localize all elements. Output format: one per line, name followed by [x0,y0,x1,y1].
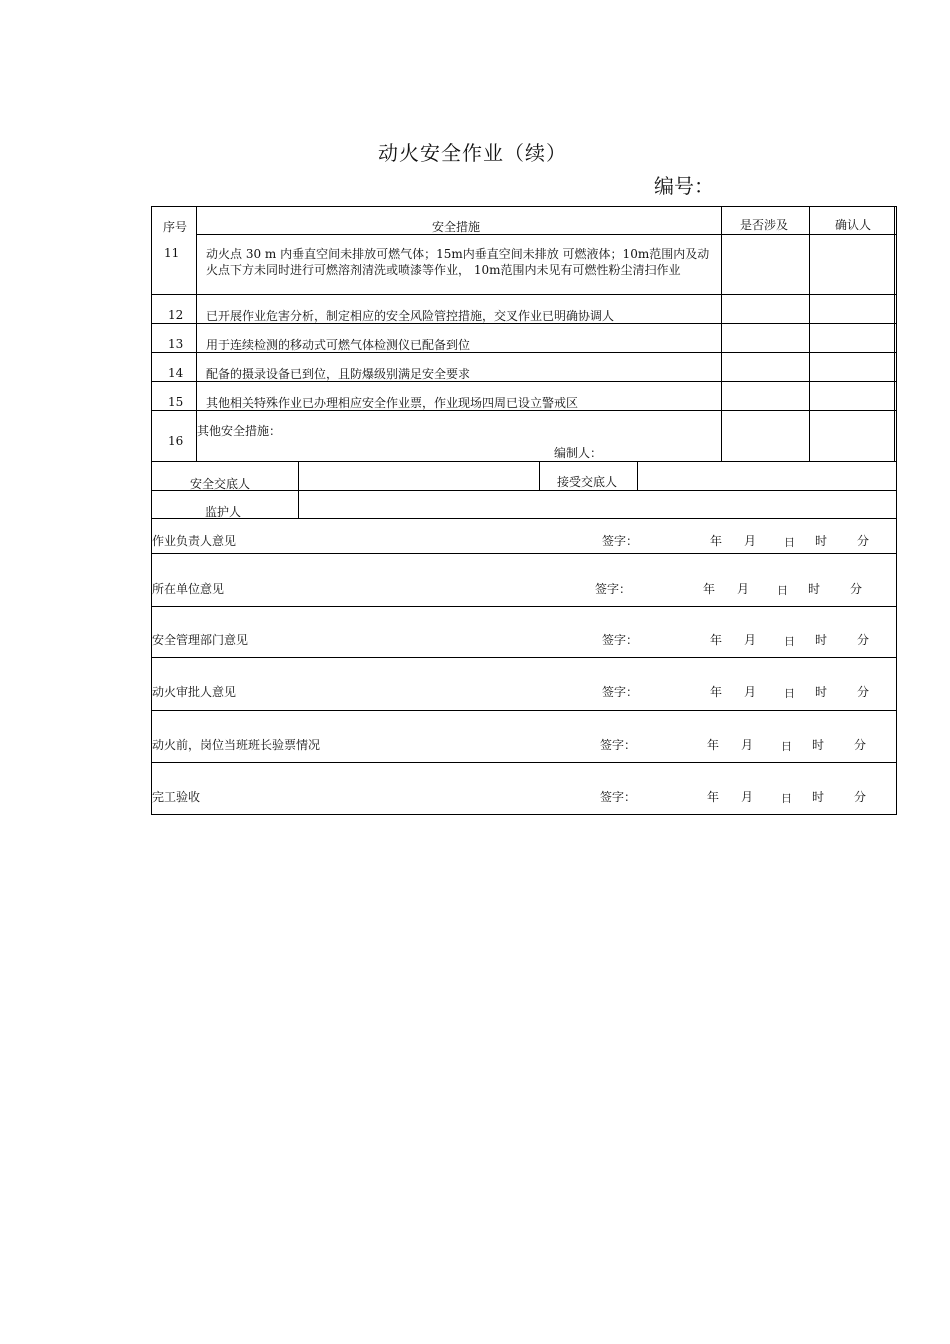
measure-text: 用于连续检测的移动式可燃气体检测仪已配备到位 [206,338,471,352]
day-label: 日 [781,792,792,805]
hour-label: 时 [812,790,825,804]
day-label: 日 [777,584,788,597]
opinion-label: 安全管理部门意见 [152,633,249,647]
measure-text: 其他相关特殊作业已办理相应安全作业票，作业现场四周已设立警戒区 [206,396,579,410]
sign-label: 签字： [600,790,637,804]
measure-text: 动火点 30 m 内垂直空间未排放可燃气体；15m内垂直空间未排放 可燃液体；10m范围内及动火点下方未同时进行可燃溶剂清洗或喷漆等作业， 10m范围内未见有可燃性粉尘清扫作业 [206,247,710,277]
hour-label: 时 [815,685,828,699]
measure-text: 已开展作业危害分析，制定相应的安全风险管控措施，交叉作业已明确协调人 [206,309,615,323]
hour-label: 时 [808,582,821,596]
year-label: 年 [710,633,723,647]
sign-label: 签字： [602,633,639,647]
column-header-no: 序号 [163,220,188,234]
year-label: 年 [710,534,723,548]
sign-label: 签字： [602,534,639,548]
opinion-label: 完工验收 [152,790,201,804]
document-number-label: 编号： [654,174,714,198]
opinion-label: 动火前，岗位当班班长验票情况 [152,738,321,752]
month-label: 月 [741,738,754,752]
month-label: 月 [744,685,757,699]
row-number: 11 [164,246,180,260]
column-header-confirmer: 确认人 [835,218,872,232]
opinion-label: 作业负责人意见 [152,534,237,548]
opinion-label: 所在单位意见 [152,582,225,596]
sign-label: 签字： [602,685,639,699]
minute-label: 分 [857,633,870,647]
day-label: 日 [784,687,795,700]
minute-label: 分 [857,685,870,699]
day-label: 日 [784,536,795,549]
measure-text: 其他安全措施： [197,424,282,438]
hour-label: 时 [815,633,828,647]
row-number: 12 [168,308,184,322]
row-number: 15 [168,395,184,409]
minute-label: 分 [854,790,867,804]
month-label: 月 [744,633,757,647]
opinion-label: 动火审批人意见 [152,685,237,699]
hour-label: 时 [815,534,828,548]
minute-label: 分 [854,738,867,752]
day-label: 日 [781,740,792,753]
month-label: 月 [744,534,757,548]
compiler-label: 编制人： [554,446,603,460]
column-header-measures: 安全措施 [432,220,481,234]
receiver-label: 接受交底人 [557,475,618,489]
minute-label: 分 [857,534,870,548]
day-label: 日 [784,635,795,648]
page-title: 动火安全作业（续） [378,141,567,165]
guardian-label: 监护人 [205,505,242,519]
briefer-label: 安全交底人 [190,477,251,491]
month-label: 月 [737,582,750,596]
year-label: 年 [703,582,716,596]
year-label: 年 [707,738,720,752]
hour-label: 时 [812,738,825,752]
sign-label: 签字： [600,738,637,752]
column-header-involved: 是否涉及 [740,218,789,232]
row-number: 14 [168,366,184,380]
row-number: 13 [168,337,184,351]
sign-label: 签字： [595,582,632,596]
minute-label: 分 [850,582,863,596]
year-label: 年 [707,790,720,804]
measure-text: 配备的摄录设备已到位，且防爆级别满足安全要求 [206,367,471,381]
row-number: 16 [168,434,184,448]
month-label: 月 [741,790,754,804]
year-label: 年 [710,685,723,699]
